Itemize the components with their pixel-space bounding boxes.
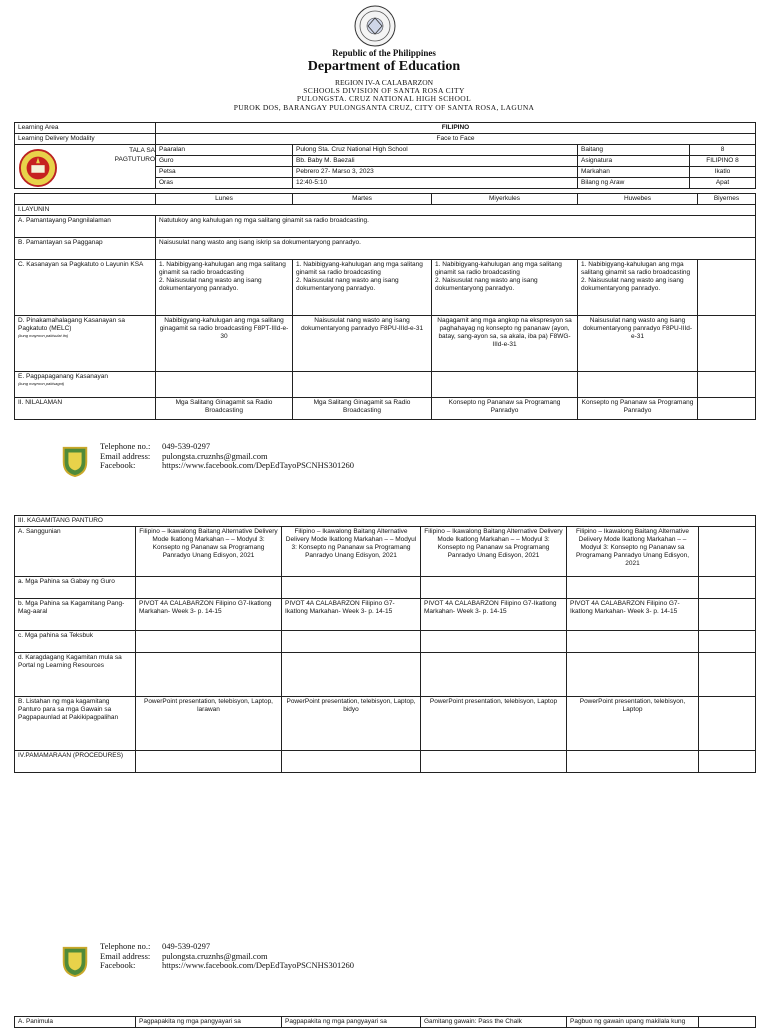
- melc-miyerkules: Nagagamit ang mga angkop na ekspresyon sa paghahayag ng konsepto ng pananaw (ayon, batay, sang-ayon sa, sa akala, iba pa) F8WG-IIId-e-31: [432, 316, 578, 372]
- day-header-biyernes: Biyernes: [698, 194, 756, 205]
- pang-mag-aaral-label: b. Mga Pahina sa Kagamitang Pang-Mag-aaral: [15, 599, 136, 631]
- tala-cell: [15, 145, 156, 189]
- materials-table: [14, 515, 756, 773]
- melc-label-cell: [15, 316, 156, 372]
- panimula-label: A. Panimula: [15, 1017, 136, 1028]
- lesson-info-table: [14, 122, 756, 420]
- footer-contact-1: [100, 442, 354, 471]
- tala-label: TALA SA PAGTUTURO: [114, 147, 155, 163]
- listahan-lunes: PowerPoint presentation, telebisyon, Laptop, larawan: [136, 697, 282, 751]
- facebook-link-2[interactable]: https://www.facebook.com/DepEdTayoPSCNHS301260: [162, 960, 354, 970]
- melc-biyernes: [698, 316, 756, 372]
- email-label: Email address:: [100, 450, 151, 461]
- email-link-2[interactable]: pulongsta.cruznhs@gmail.com: [162, 950, 268, 961]
- learning-area-value: FILIPINO: [156, 123, 756, 134]
- panimula-lunes: Pagpapakita ng mga pangyayari sa: [136, 1017, 282, 1028]
- listahan-huwebes: PowerPoint presentation, telebisyon, Laptop: [567, 697, 699, 751]
- sanggunian-miyerkules: Filipino – Ikawalong Baitang Alternative Delivery Mode Ikatlong Markahan – – Modyul 3: Konsepto ng Pananaw sa Programang Panradyo Unang Edisyon, 2021: [421, 527, 567, 577]
- panimula-huwebes: Pagbuo ng gawain upang makilala kung: [567, 1017, 699, 1028]
- footer-contact-2: [100, 942, 354, 971]
- bilang-label: Bilang ng Araw: [578, 178, 690, 189]
- pamamaraan-heading: IV.PAMAMARAAN (PROCEDURES): [15, 751, 136, 773]
- region-line: REGION IV-A CALABARZON: [334, 78, 434, 87]
- guro-label: Guro: [156, 156, 293, 167]
- kasanayan-biyernes: [698, 260, 756, 316]
- tel-label-2: Telephone no.:: [100, 941, 151, 951]
- facebook-link[interactable]: https://www.facebook.com/DepEdTayoPSCNHS301260: [162, 460, 354, 470]
- baitang-value: 8: [690, 145, 756, 156]
- pamantayan-pagganap-text: Naisusulat nang wasto ang isang iskrip sa dokumentaryong panradyo.: [156, 238, 756, 260]
- facebook-label: Facebook:: [100, 460, 136, 470]
- karagdagang-kagamitan-label: d. Karagdagang Kagamitan mula sa Portal ng Learning Resources: [15, 653, 136, 697]
- email-link[interactable]: pulongsta.cruznhs@gmail.com: [162, 450, 268, 461]
- paaralan-label: Paaralan: [156, 145, 293, 156]
- modality-value: Face to Face: [156, 134, 756, 145]
- division-line: SCHOOLS DIVISION OF SANTA ROSA CITY: [303, 86, 465, 95]
- nilalaman-martes: Mga Salitang Ginagamit sa Radio Broadcasting: [293, 398, 432, 420]
- markahan-label: Markahan: [578, 167, 690, 178]
- pang-mag-aaral-lunes: PIVOT 4A CALABARZON Filipino G7-Ikatlong Markahan- Week 3- p. 14-15: [136, 599, 282, 631]
- sanggunian-martes: Filipino – Ikawalong Baitang Alternative Delivery Mode Ikatlong Markahan – – Modyul 3: Konsepto ng Pananaw sa Programang Panradyo Unang Edisyon, 2021: [282, 527, 421, 577]
- pagpapaganang-note: (kung mayroon pakisagot): [18, 381, 65, 386]
- pang-mag-aaral-huwebes: PIVOT 4A CALABARZON Filipino G7-Ikatlong Markahan- Week 3- p. 14-15: [567, 599, 699, 631]
- day-header-miyerkules: Miyerkules: [432, 194, 578, 205]
- school-logo: [19, 149, 57, 187]
- bilang-value: Apat: [690, 178, 756, 189]
- email-label-2: Email address:: [100, 950, 151, 961]
- kasanayan-martes: 1. Nabibigyang-kahulugan ang mga salitang ginamit sa radio broadcasting 2. Naisusulat nang wasto ang isang dokumentaryong panradyo.: [293, 260, 432, 316]
- listahan-kagamitan-label: B. Listahan ng mga kagamitang Panturo para sa mga Gawain sa Pagpapaunlad at Pakikipagpalihan: [15, 697, 136, 751]
- nilalaman-lunes: Mga Salitang Ginagamit sa Radio Broadcasting: [156, 398, 293, 420]
- kasanayan-miyerkules: 1. Nabibigyang-kahulugan ang mga salitang ginamit sa radio broadcasting 2. Naisusulat nang wasto ang isang dokumentaryong panradyo.: [432, 260, 578, 316]
- sanggunian-lunes: Filipino – Ikawalong Baitang Alternative Delivery Mode Ikatlong Markahan – – Modyul 3: Konsepto ng Pananaw sa Programang Panradyo Unang Edisyon, 2021: [136, 527, 282, 577]
- department-title: Department of Education: [307, 59, 461, 74]
- markahan-value: Ikatlo: [690, 167, 756, 178]
- sanggunian-huwebes: Filipino – Ikawalong Baitang Alternative Delivery Mode Ikatlong Markahan – – Modyul 3: Konsepto ng Pananaw sa Programang Panradyo Unang Edisyon, 2021: [567, 527, 699, 577]
- facebook-label-2: Facebook:: [100, 960, 136, 970]
- listahan-martes: PowerPoint presentation, telebisyon, Laptop, bidyo: [282, 697, 421, 751]
- tel-value: 049-539-0297: [162, 441, 211, 451]
- kasanayan-label: C. Kasanayan sa Pagkatuto o Layunin KSA: [15, 260, 156, 316]
- learning-area-label: Learning Area: [15, 123, 156, 134]
- oras-value: 12:40-5:10: [293, 178, 578, 189]
- modality-label: Learning Delivery Modality: [15, 134, 156, 145]
- baitang-label: Baitang: [578, 145, 690, 156]
- pamantayan-pagganap-label: B. Pamantayan sa Pagganap: [15, 238, 156, 260]
- republic-line: Republic of the Philippines: [332, 48, 436, 58]
- day-header-huwebes: Huwebes: [578, 194, 698, 205]
- school-crest-logo-2: [60, 945, 90, 977]
- pang-mag-aaral-miyerkules: PIVOT 4A CALABARZON Filipino G7-Ikatlong Markahan- Week 3- p. 14-15: [421, 599, 567, 631]
- layunin-heading: I.LAYUNIN: [15, 205, 756, 216]
- procedures-table: [14, 1016, 756, 1028]
- school-line: PULONGSTA. CRUZ NATIONAL HIGH SCHOOL: [296, 94, 472, 103]
- petsa-label: Petsa: [156, 167, 293, 178]
- nilalaman-miyerkules: Konsepto ng Pananaw sa Programang Panradyo: [432, 398, 578, 420]
- nilalaman-heading: II. NILALAMAN: [15, 398, 156, 420]
- school-crest-logo: [60, 445, 90, 477]
- kasanayan-huwebes: 1. Nabibigyang-kahulugan ang mga salitang ginamit sa radio broadcasting 2. Naisusulat nang wasto ang isang dokumentaryong panradyo.: [578, 260, 698, 316]
- nilalaman-huwebes: Konsepto ng Pananaw sa Programang Panradyo: [578, 398, 698, 420]
- teksbuk-label: c. Mga pahina sa Teksbuk: [15, 631, 136, 653]
- day-header-martes: Martes: [293, 194, 432, 205]
- pagpapaganang-label: E. Pagpapaganang Kasanayan: [18, 373, 108, 380]
- sanggunian-label: A. Sanggunian: [15, 527, 136, 577]
- listahan-miyerkules: PowerPoint presentation, telebisyon, Laptop: [421, 697, 567, 751]
- oras-label: Oras: [156, 178, 293, 189]
- melc-label: D. Pinakamahalagang Kasanayan sa Pagkatuto (MELC): [18, 317, 125, 332]
- deped-seal-logo: [354, 5, 396, 47]
- address-line: PUROK DOS, BARANGAY PULONGSANTA CRUZ, CITY OF SANTA ROSA, LAGUNA: [233, 103, 535, 112]
- guro-value: Bb. Baby M. Baezali: [293, 156, 578, 167]
- pamantayang-pangnilalaman-label: A. Pamantayang Pangnilalaman: [15, 216, 156, 238]
- gabay-guro-label: a. Mga Pahina sa Gabay ng Guro: [15, 577, 136, 599]
- melc-huwebes: Naisusulat nang wasto ang isang dokumentaryong panradyo F8PU-IIId-e-31: [578, 316, 698, 372]
- melc-lunes: Nabibigyang-kahulugan ang mga salitang ginagamit sa radio broadcasting F8PT-IIId-e-30: [156, 316, 293, 372]
- tel-label: Telephone no.:: [100, 441, 151, 451]
- pang-mag-aaral-martes: PIVOT 4A CALABARZON Filipino G7-Ikatlong Markahan- Week 3- p. 14-15: [282, 599, 421, 631]
- paaralan-value: Pulong Sta. Cruz National High School: [293, 145, 578, 156]
- melc-note: (kung mayroon pakisulat ito): [18, 333, 69, 338]
- panimula-martes: Pagpapakita ng mga pangyayari sa: [282, 1017, 421, 1028]
- kasanayan-lunes: 1. Nabibigyang-kahulugan ang mga salitang ginamit sa radio broadcasting 2. Naisusulat nang wasto ang isang dokumentaryong panradyo.: [156, 260, 293, 316]
- petsa-value: Pebrero 27- Marso 3, 2023: [293, 167, 578, 178]
- panimula-miyerkules: Gamitang gawain: Pass the Chalk: [421, 1017, 567, 1028]
- asignatura-value: FILIPINO 8: [690, 156, 756, 167]
- kagamitan-heading: III. KAGAMITANG PANTURO: [15, 516, 756, 527]
- melc-martes: Naisusulat nang wasto ang isang dokumentaryong panradyo F8PU-IIId-e-31: [293, 316, 432, 372]
- pamantayang-pangnilalaman-text: Natutukoy ang kahulugan ng mga salitang ginamit sa radio broadcasting.: [156, 216, 756, 238]
- pagpapaganang-label-cell: [15, 372, 156, 398]
- day-header-lunes: Lunes: [156, 194, 293, 205]
- tel-value-2: 049-539-0297: [162, 941, 211, 951]
- asignatura-label: Asignatura: [578, 156, 690, 167]
